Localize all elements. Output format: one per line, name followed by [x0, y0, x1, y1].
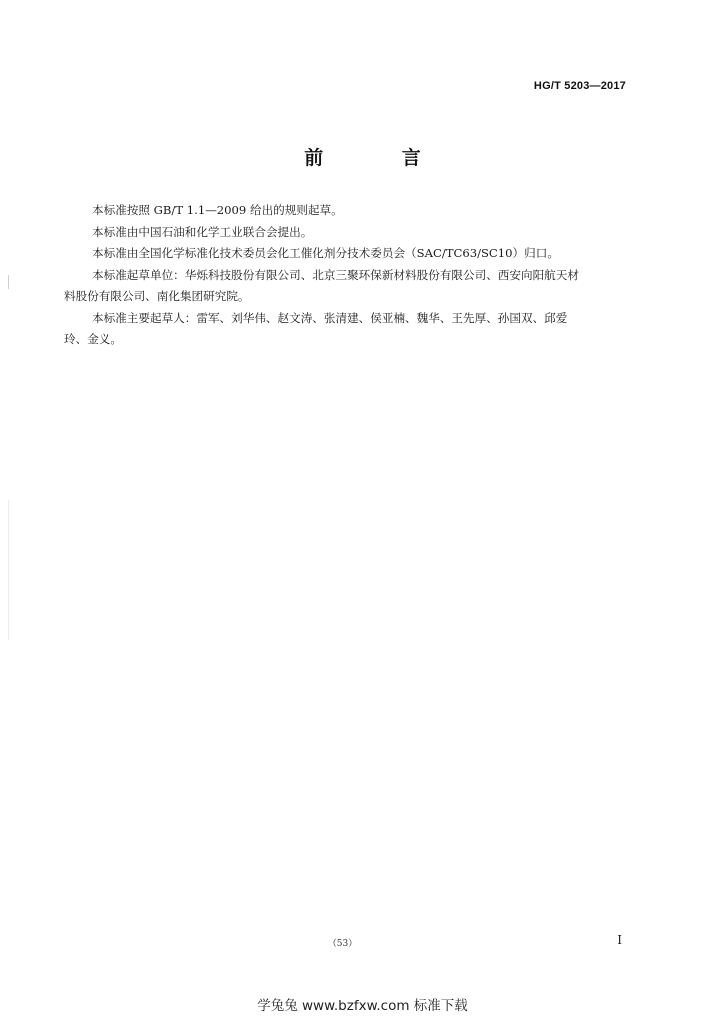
drafters-line-1: 本标准主要起草人：雷军、刘华伟、赵文涛、张清建、侯亚楠、魏华、王先厚、孙国双、邱爱: [92, 310, 568, 325]
page-number: （53）: [327, 939, 358, 949]
drafting-units-line-2: 料股份有限公司、南化集团研究院。: [64, 289, 250, 303]
paragraph-drafting-rules: 本标准按照 GB/T 1.1—2009 给出的规则起草。: [92, 203, 343, 217]
paragraph-drafting-units: [64, 265, 632, 308]
roman-page-number: I: [617, 933, 622, 947]
watermark-link[interactable]: 学兔兔 www.bzfxw.com 标准下载: [257, 998, 468, 1014]
standard-code: HG/T 5203—2017: [533, 80, 626, 92]
drafting-units-line-1: 本标准起草单位：华烁科技股份有限公司、北京三聚环保新材料股份有限公司、西安向阳航天材: [92, 267, 579, 282]
scan-margin-mark: [8, 500, 9, 640]
drafters-line-2: 玲、金义。: [64, 332, 122, 346]
scan-margin-mark: [8, 275, 9, 289]
paragraph-drafters: [64, 308, 632, 351]
paragraph-administrator: 本标准由全国化学标准化技术委员会化工催化剂分技术委员会（SAC/TC63/SC10）归口。: [92, 246, 559, 260]
page-title: 前 言: [304, 147, 457, 169]
paragraph-proposer: 本标准由中国石油和化学工业联合会提出。: [92, 224, 313, 239]
foreword-body: [64, 200, 632, 351]
